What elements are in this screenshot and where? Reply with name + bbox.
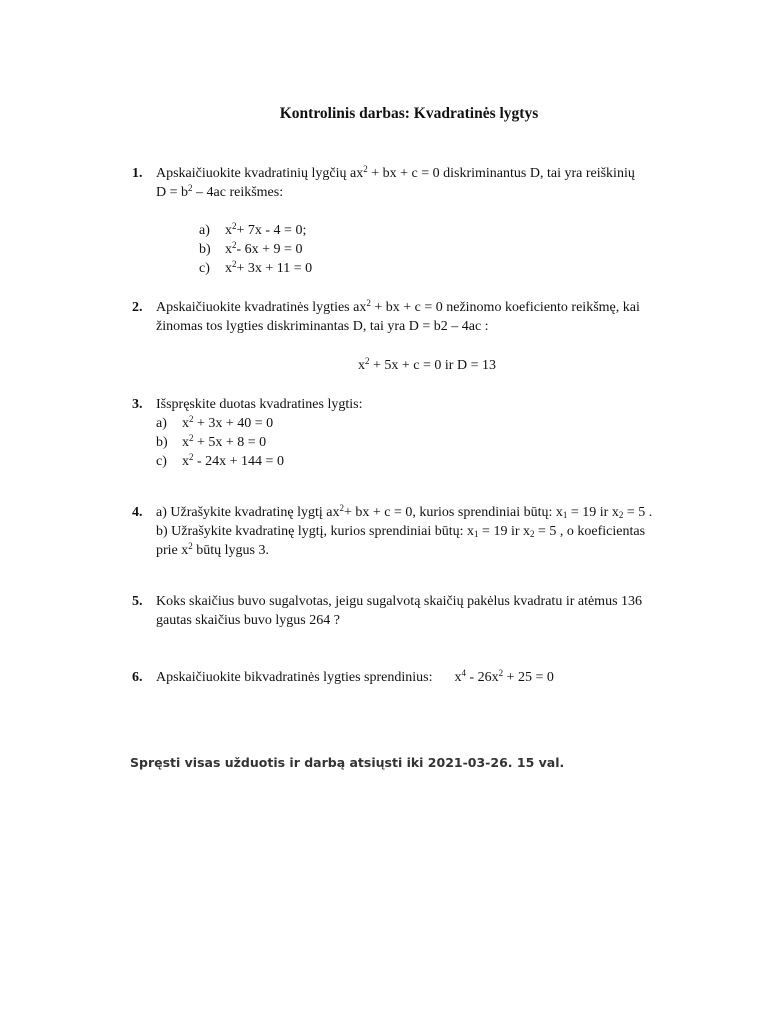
task-number: 2. <box>132 300 143 315</box>
task-5-line-2: gautas skaičius buvo lygus 264 ? <box>156 613 340 628</box>
task-5-body <box>156 592 726 630</box>
task-5-line-1: Koks skaičius buvo sugalvotas, jeigu sugalvotą skaičių pakėlus kvadratu ir atėmus 136 <box>156 594 643 609</box>
page-title: Kontrolinis darbas: Kvadratinės lygtys <box>279 105 539 122</box>
task-4-line-1: a) Užrašykite kvadratinę lygtį $ax^2+$ bx + c = 0, kurios sprendiniai būtų: $x_1 = 19$ ir $x_2 = 5$ . <box>156 503 653 520</box>
list-item: a) $x^2 + 3x + 40 = 0$ <box>156 414 274 431</box>
list-item: a) $x^2+ 7x - 4 = 0$; <box>199 221 307 238</box>
task-6-line-1: Apskaičiuokite bikvadratinės lygties sprendinius: $x^4 - 26x^2 + 25 = 0$ <box>156 668 554 685</box>
task-1-body <box>156 164 726 202</box>
task-number: 4. <box>132 505 143 520</box>
task-1-line-1: Apskaičiuokite kvadratinių lygčių $ax^2$ + bx + c = 0 diskriminantus D, tai yra reiškinių <box>156 164 635 181</box>
task-3-line-1: Išspręskite duotas kvadratines lygtis: <box>156 397 363 412</box>
task-2-equation: $x^2 + 5x + c = 0$ ir D = 13 <box>358 356 496 373</box>
list-item: b) $x^2 + 5x + 8 = 0$ <box>156 433 267 450</box>
task-number: 5. <box>132 594 143 609</box>
task-number: 1. <box>132 166 143 181</box>
task-number: 6. <box>132 670 143 685</box>
list-item: b) $x^2-$ 6x + 9 = 0 <box>199 240 303 257</box>
list-item: c) $x^2+ 3x + 11 = 0$ <box>199 259 313 276</box>
task-3-body <box>156 395 726 471</box>
task-2-line-1: Apskaičiuokite kvadratinės lygties $ax^2$ + bx + c = 0 nežinomo koeficiento reikšmę, kai <box>156 298 640 315</box>
task-6-body <box>156 668 726 687</box>
task-2-body <box>156 298 726 336</box>
task-2-line-2: žinomas tos lygties diskriminantas D, tai yra D = b2 – 4ac : <box>156 319 489 334</box>
task-4-line-3: prie $x^2$ būtų lygus 3. <box>156 541 269 558</box>
list-item: c) $x^2 - 24x + 144 = 0$ <box>156 452 284 469</box>
task-number: 3. <box>132 397 143 412</box>
deadline-note: Spręsti visas užduotis ir darbą atsiųsti iki 2021-03-26. 15 val. <box>130 755 565 770</box>
task-4-line-2: b) Užrašykite kvadratinę lygtį, kurios sprendiniai būtų: $x_1 = 19$ ir $x_2 = 5$ , o koeficientas <box>156 524 646 539</box>
task-1-line-2: $D = b^2 - 4ac$ reikšmes: <box>156 183 284 200</box>
task-4-body <box>156 503 726 560</box>
task-1-items <box>199 221 768 278</box>
